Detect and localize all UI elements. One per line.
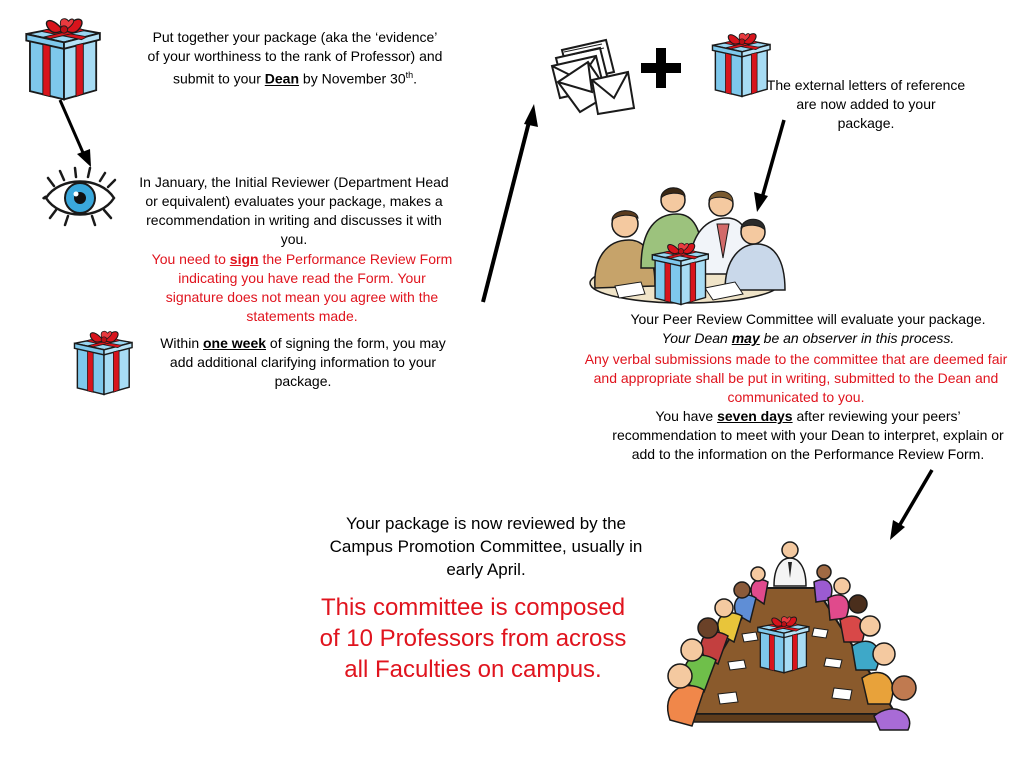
step5-italic: Your Dean may be an observer in this process. [661,330,955,346]
step4-text: The external letters of reference are now added to your package. [766,77,966,131]
step3-text: Within one week of signing the form, you may add additional clarifying information to your package. [160,335,446,389]
step5-red-text: Any verbal submissions made to the committee that are deemed fair and appropriate shall be put in writing, submitted to the Dean and communicated to you. [584,351,1008,405]
step1-line2: of your worthiness to the rank of Professor) and [147,48,443,64]
may-emphasis: may [731,330,760,346]
step2-text: In January, the Initial Reviewer (Department Head or equivalent) evaluates your package, makes a recommendation in writing and discusses it with you. [139,174,449,247]
step6-red-text: This committee is composed of 10 Professors from across all Faculties on campus. [319,594,627,683]
step5-seven-days-text: You have seven days after reviewing your peers’ recommendation to meet with your Dean to interpret, explain or add to the information on the Performance Review Form. [612,408,1004,462]
step1-line3: submit to your Dean by November 30th. [172,70,418,87]
step2-red-text: You need to sign the Performance Review Form indicating you have read the Form. Your signature does not mean you agree with the statements made. [151,251,453,324]
seven-days-emphasis: seven days [717,408,793,424]
gift-box-icon [752,612,816,676]
sign-emphasis: sign [229,251,259,267]
dean-emphasis: Dean [264,70,300,87]
step6-text: Your package is now reviewed by the Campus Promotion Committee, usually in early April. [329,514,643,579]
step5-line1: Your Peer Review Committee will evaluate your package. [630,311,986,327]
step1-line1: Put together your package (aka the ‘evidence’ [152,29,438,45]
one-week-emphasis: one week [203,335,267,351]
